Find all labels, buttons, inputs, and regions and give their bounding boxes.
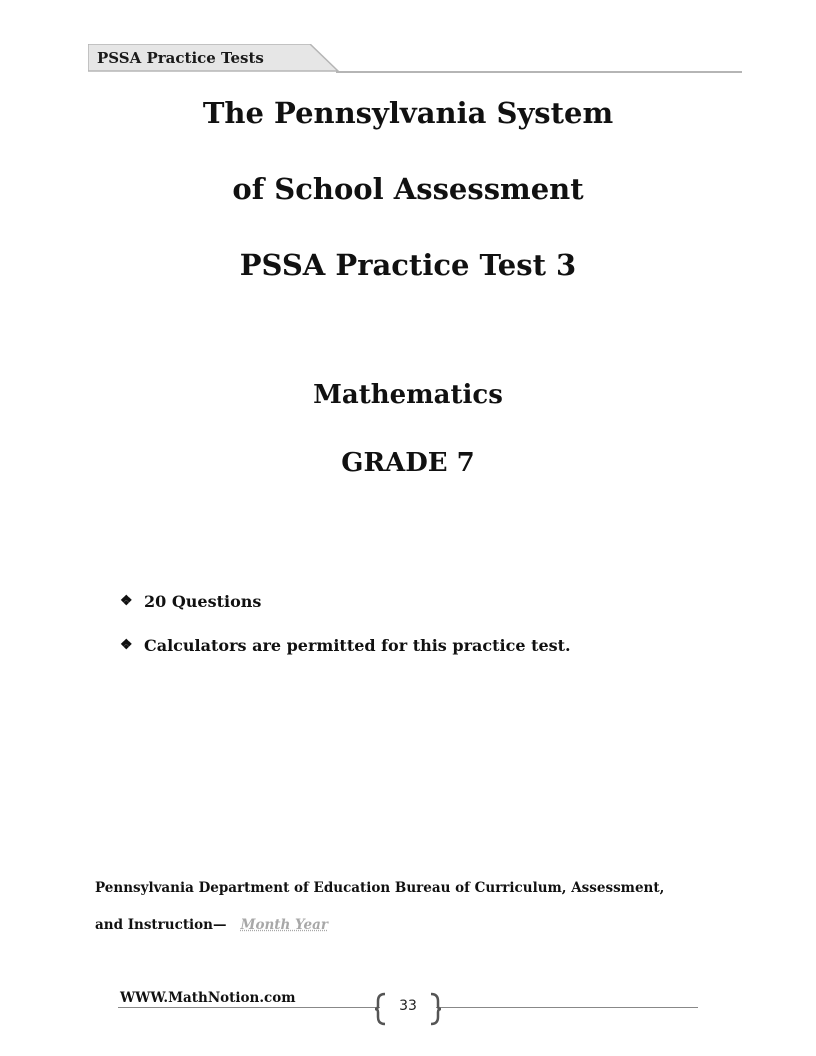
footer-rule-right — [436, 1007, 698, 1008]
department-line-1: Pennsylvania Department of Education Bureau of Curriculum, Assessment, — [95, 880, 665, 896]
instructions-list — [120, 590, 760, 678]
grade-heading: GRADE 7 — [341, 448, 475, 478]
footer-rule-left — [118, 1007, 380, 1008]
header-tab — [88, 44, 340, 72]
subject-heading: Mathematics — [313, 380, 503, 410]
page-number: 33 — [399, 998, 417, 1014]
list-item — [120, 590, 760, 612]
diamond-bullet-icon: ❖ — [120, 593, 133, 609]
list-item-text: Calculators are permitted for this practice test. — [144, 635, 571, 655]
department-line-2-text: and Instruction— — [95, 917, 227, 933]
right-bracket-icon — [428, 992, 442, 1026]
title-line-3: PSSA Practice Test 3 — [239, 248, 577, 282]
title-line-2: of School Assessment — [232, 172, 584, 206]
left-bracket-icon — [374, 992, 388, 1026]
department-line-2 — [95, 917, 328, 933]
header-tab-label: PSSA Practice Tests — [97, 49, 264, 67]
footer-website: WWW.MathNotion.com — [120, 990, 296, 1006]
list-item-text: 20 Questions — [144, 591, 262, 611]
date-placeholder: Month Year — [240, 917, 328, 933]
list-item — [120, 634, 760, 656]
title-line-1: The Pennsylvania System — [202, 96, 614, 130]
header-rule — [336, 71, 742, 73]
diamond-bullet-icon: ❖ — [120, 637, 133, 653]
